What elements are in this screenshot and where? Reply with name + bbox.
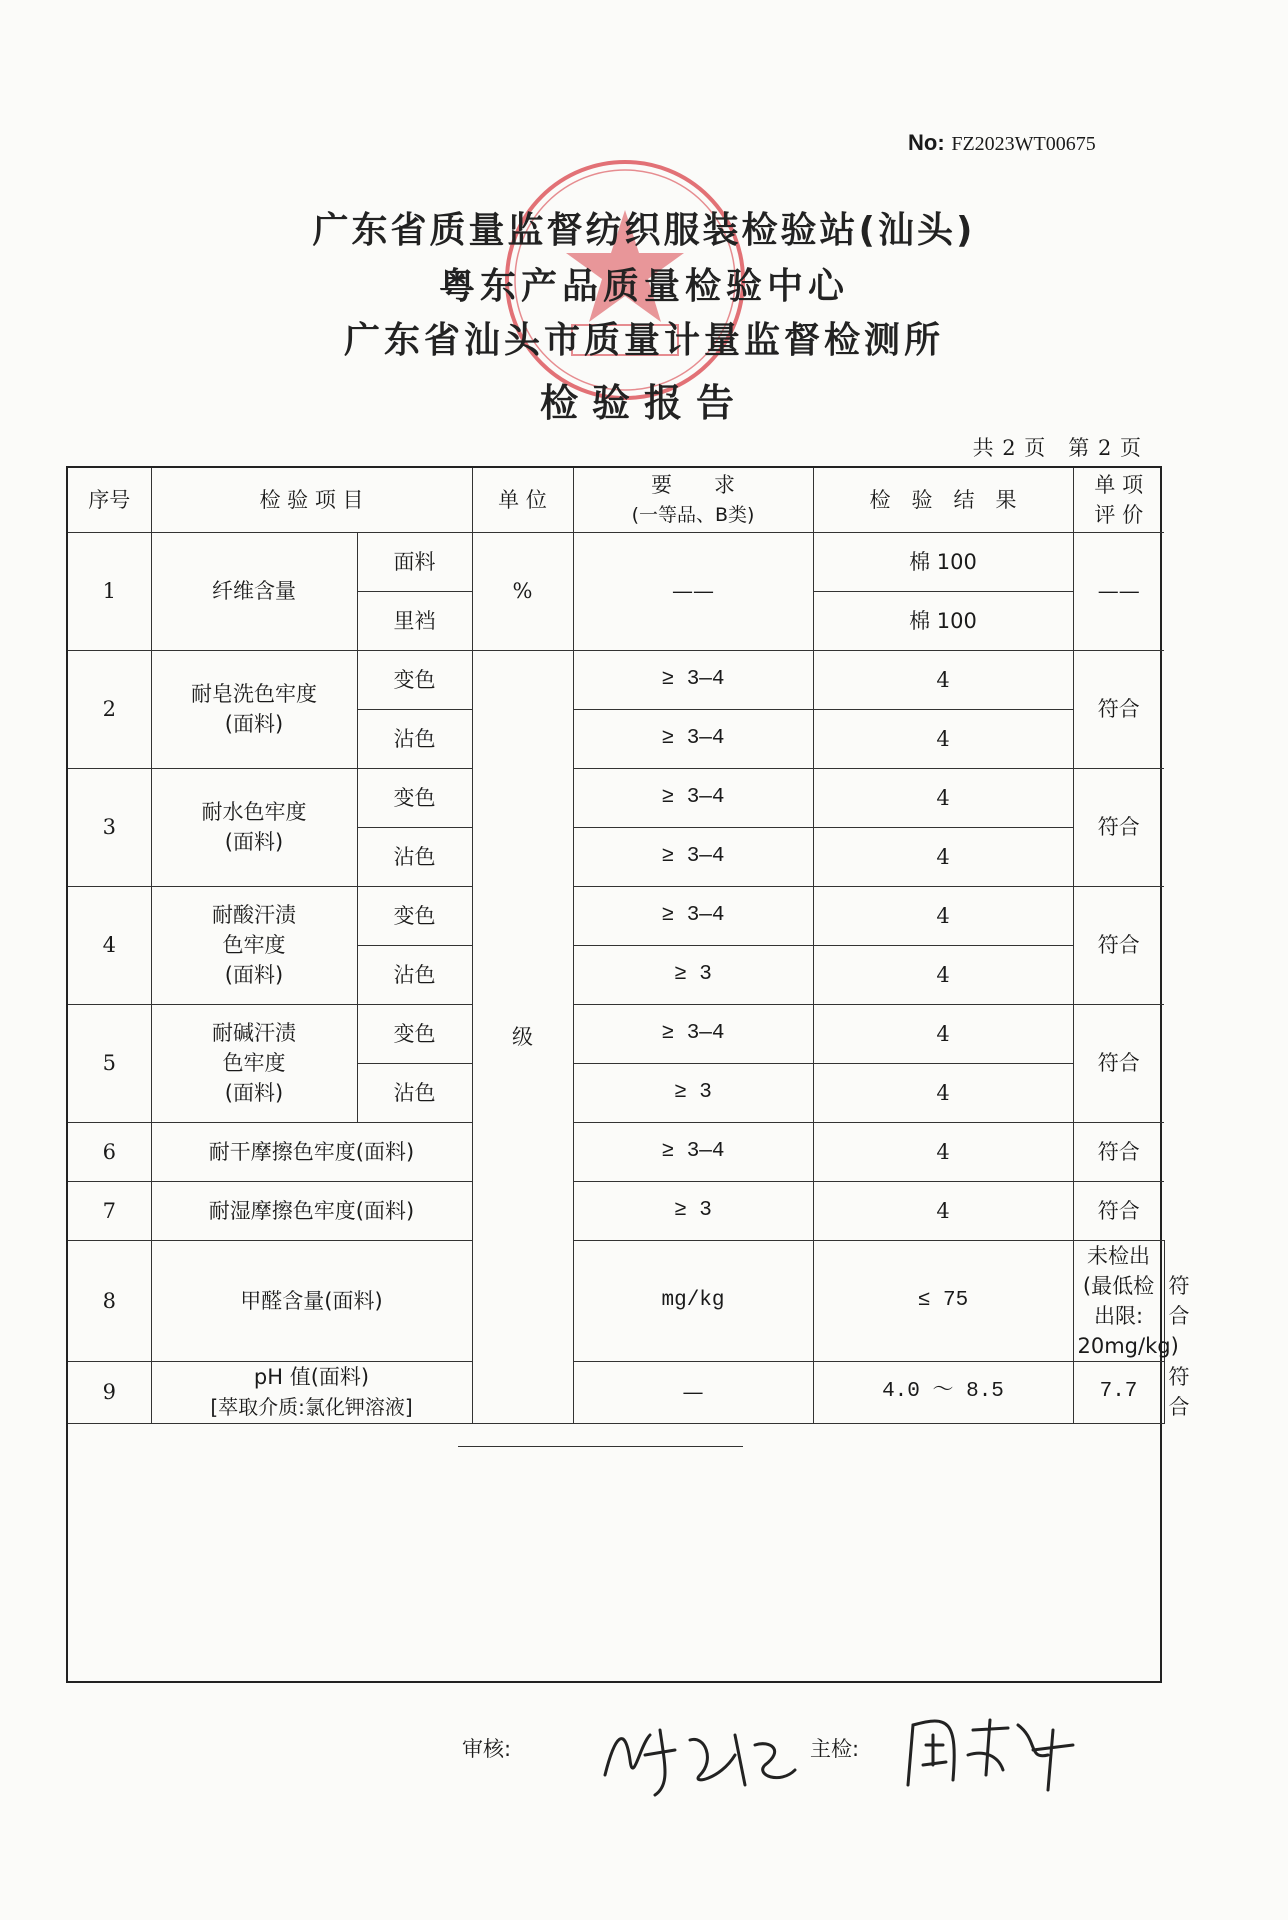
- header-result: 检 验 结 果: [813, 468, 1073, 532]
- review-label: 审核:: [462, 1737, 512, 1761]
- title-line-1: 广东省质量监督纺织服装检验站(汕头): [312, 210, 976, 251]
- report-title: 检验报告: [539, 381, 748, 425]
- title-line-2: 粤东产品质量检验中心: [438, 266, 849, 307]
- table-row: 2 耐皂洗色牢度 (面料) 变色 级 ≥ 3—4 4 符合: [68, 650, 1164, 709]
- unit-grade: 级: [472, 650, 573, 1423]
- table-row: 4 耐酸汗渍 色牢度 (面料) 变色 ≥ 3—4 4 符合: [68, 886, 1164, 945]
- table-row: 5 耐碱汗渍 色牢度 (面料) 变色 ≥ 3—4 4 符合: [68, 1004, 1164, 1063]
- header-evaluation: 单 项 评 价: [1073, 468, 1164, 532]
- inspector-label: 主检:: [810, 1737, 860, 1761]
- header-seq: 序号: [68, 468, 151, 532]
- header-item: 检 验 项 目: [151, 468, 472, 532]
- table-row: 沾色 ≥ 3—4 4: [68, 827, 1164, 886]
- table-row: 8 甲醛含量(面料) mg/kg ≤ 75 未检出 (最低检出限: 20mg/kg) 符合: [68, 1240, 1164, 1361]
- header-unit: 单 位: [472, 468, 573, 532]
- table-row: 3 耐水色牢度 (面料) 变色 ≥ 3—4 4 符合: [68, 768, 1164, 827]
- report-number: [908, 130, 1096, 156]
- table-row: 1 纤维含量 面料 % —— 棉 100 ——: [68, 532, 1164, 591]
- table-row: 沾色 ≥ 3 4: [68, 945, 1164, 1004]
- reviewer-signature-icon: [595, 1705, 805, 1805]
- table-row: 7 耐湿摩擦色牢度(面料) ≥ 3 4 符合: [68, 1181, 1164, 1240]
- end-divider: [458, 1446, 743, 1447]
- table-row: 9 pH 值(面料) [萃取介质:氯化钾溶液] — 4.0 ～ 8.5 7.7 符合: [68, 1361, 1164, 1423]
- report-number-label: No:: [908, 130, 945, 155]
- table-row: 里裆 棉 100: [68, 591, 1164, 650]
- inspection-table: [66, 466, 1190, 1683]
- title-line-3: 广东省汕头市质量计量监督检测所: [343, 320, 944, 361]
- table-header-row: [68, 468, 1164, 532]
- report-number-value: FZ2023WT00675: [951, 133, 1096, 155]
- inspector-signature-icon: [898, 1700, 1088, 1800]
- table-row: 6 耐干摩擦色牢度(面料) ≥ 3—4 4 符合: [68, 1122, 1164, 1181]
- table-row: 沾色 ≥ 3—4 4: [68, 709, 1164, 768]
- header-requirement: 要 求 (一等品、B类): [573, 468, 813, 532]
- table-row: 沾色 ≥ 3 4: [68, 1063, 1164, 1122]
- page-count: 共 2 页 第 2 页: [972, 436, 1142, 460]
